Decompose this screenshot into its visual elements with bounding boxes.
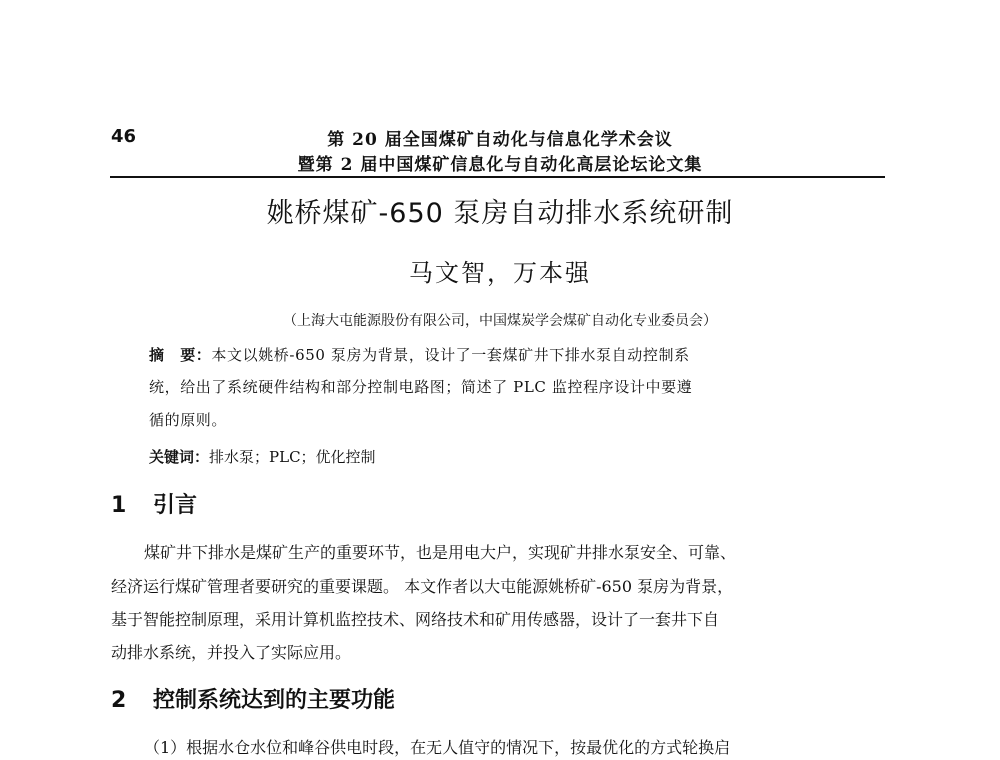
section-1-line-2: 经济运行煤矿管理者要研究的重要课题。 本文作者以大屯能源姚桥矿-650 泵房为背景， [111, 577, 734, 596]
article-authors: 马文智，万本强 [409, 259, 591, 287]
header-rule [110, 176, 885, 178]
section-1-heading [111, 488, 197, 519]
abstract-line-1 [149, 344, 690, 365]
section-1-number: 1 [111, 493, 127, 518]
section-2-number: 2 [111, 688, 127, 713]
abstract-line-2: 统，给出了系统硬件结构和部分控制电路图；简述了 PLC 监控程序设计中要遵 [149, 378, 693, 396]
abstract-text-1: 本文以姚桥-650 泵房为背景，设计了一套煤矿井下排水泵自动控制系 [211, 346, 690, 364]
section-2-title: 控制系统达到的主要功能 [153, 688, 396, 713]
abstract-line-3: 循的原则。 [149, 411, 228, 429]
abstract-label: 摘 要： [149, 346, 212, 364]
running-header-line-1: 第 20 届全国煤矿自动化与信息化学术会议 [327, 130, 673, 150]
page-number: 46 [111, 126, 137, 147]
section-1-line-4: 动排水系统，并投入了实际应用。 [111, 643, 352, 662]
article-title: 姚桥煤矿-650 泵房自动排水系统研制 [266, 198, 734, 229]
keywords-label: 关键词： [149, 448, 210, 466]
section-2-line-1: （1）根据水仓水位和峰谷供电时段，在无人值守的情况下，按最优化的方式轮换启 [144, 738, 731, 757]
running-header-line-2: 暨第 2 届中国煤矿信息化与自动化高层论坛论文集 [297, 155, 703, 175]
keywords-text: 排水泵；PLC；优化控制 [209, 448, 376, 466]
section-1-title: 引言 [153, 493, 198, 518]
keywords-line [149, 446, 376, 467]
section-2-heading [111, 683, 395, 714]
section-1-line-1: 煤矿井下排水是煤矿生产的重要环节，也是用电大户，实现矿井排水泵安全、可靠、 [144, 543, 737, 562]
section-1-line-3: 基于智能控制原理，采用计算机监控技术、网络技术和矿用传感器，设计了一套井下自 [111, 610, 720, 629]
article-affiliation: （上海大屯能源股份有限公司，中国煤炭学会煤矿自动化专业委员会） [283, 313, 717, 329]
